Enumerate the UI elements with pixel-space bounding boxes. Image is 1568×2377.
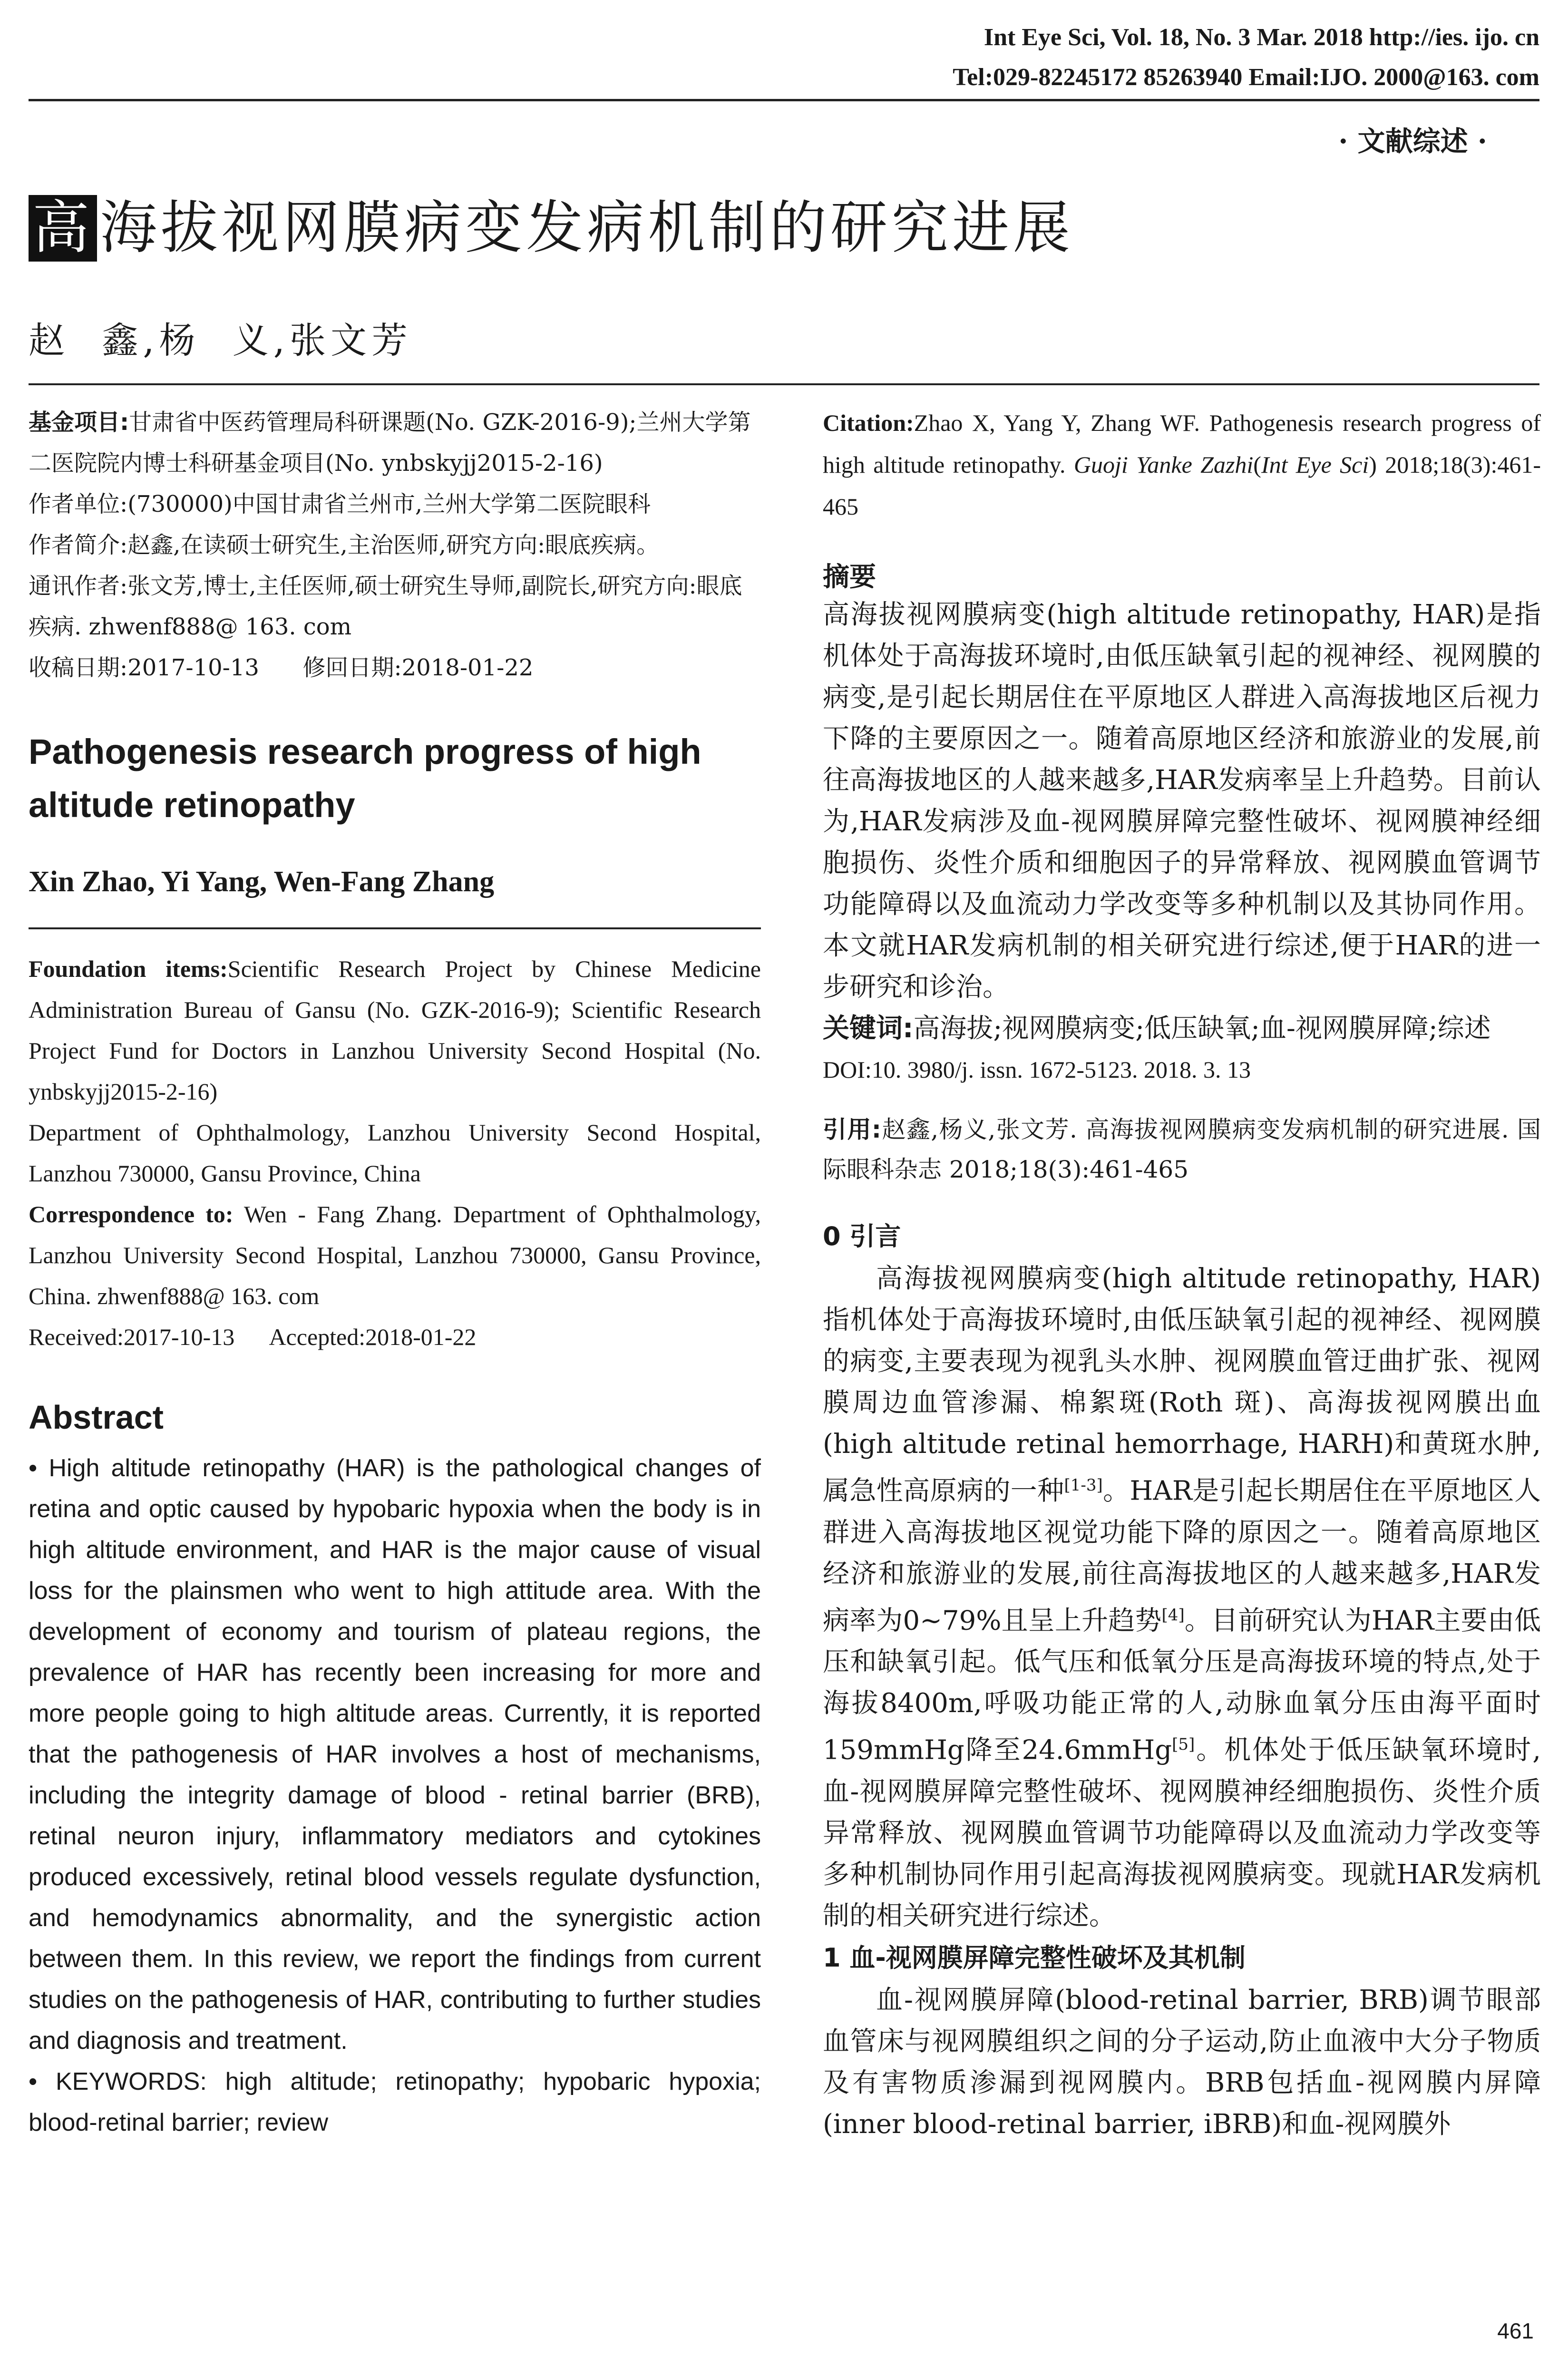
en-department: Department of Ophthalmology, Lanzhou University Second Hospital, Lanzhou 730000, Gansu Province, China [29,1119,761,1187]
cn-bio-label: 作者简介: [29,532,128,558]
left-column [29,402,761,2143]
intro-p1b: 。HAR是引起长期居住在平原地区人群进入高海拔地区视觉功能下降的原因之一。随着高原地区经济和旅游业的发展,前往高海拔地区的人越来越多,HAR发病率为0~79%且呈上升趋势 [823,1475,1541,1637]
title-rest: 海拔视网膜病变发病机制的研究进展 [100,195,1074,261]
intro-p1d: 。机体处于低压缺氧环境时,血-视网膜屏障完整性破坏、视网膜神经细胞损伤、炎性介质异常释放、视网膜血管调节功能障碍以及血流动力学改变等多种机制协同作用引起高海拔视网膜病变。现就HAR发病机制的相关研究进行综述。 [823,1734,1541,1931]
authors-rule [29,927,761,929]
en-metadata [29,948,761,1357]
cn-unit-text: (730000)中国甘肃省兰州市,兰州大学第二医院眼科 [127,491,651,517]
cn-unit-label: 作者单位: [29,491,128,517]
citation-journal: Guoji Yanke Zazhi [1073,451,1254,478]
abstract-english [29,1448,761,2143]
cn-foundation-label: 基金项目: [29,409,129,436]
cn-dates [29,647,761,688]
cn-metadata [29,402,761,688]
zh-keywords-label: 关键词: [823,1013,914,1044]
zh-cite [823,1110,1541,1189]
en-accepted: Accepted:2018-01-22 [269,1324,477,1350]
cn-unit [29,484,761,525]
english-title: Pathogenesis research progress of high altitude retinopathy [29,732,701,825]
ref-4: [4] [1161,1605,1185,1625]
en-received: Received:2017-10-13 [29,1324,235,1350]
abstract-heading: Abstract [29,1399,164,1436]
article-title [29,195,1074,262]
intro-p1c: 。目前研究认为HAR主要由低压和缺氧引起。低气压和低氧分压是高海拔环境的特点,处于海拔8400m,呼吸功能正常的人,动脉血氧分压由海平面时159mmHg降至24.6mmHg [823,1605,1541,1766]
en-foundation-label: Foundation items: [29,955,228,982]
en-corr-text: Wen - Fang Zhang. Department of Ophthalmology, Lanzhou University Second Hospital, Lanzhou 730000, Gansu Province, China. zhwenf888@ 163. com [29,1201,761,1309]
section1-heading: 1 血-视网膜屏障完整性破坏及其机制 [823,1942,1246,1973]
intro-paragraph [823,1258,1541,1937]
cn-received: 2017-10-13 [127,654,259,681]
citation-text-c: ) 2018;18(3):461-465 [823,451,1541,520]
cn-revised-label: 修回日期: [302,654,402,681]
journal-header-line2: Tel:029-82245172 85263940 Email:IJO. 2000@163. com [953,64,1539,91]
zh-cite-text: 赵鑫,杨义,张文芳. 高海拔视网膜病变发病机制的研究进展. 国际眼科杂志 2018;18(3):461-465 [823,1116,1541,1183]
zh-abstract [823,594,1541,1189]
cn-corr-label: 通讯作者: [29,573,128,599]
en-correspondence [29,1194,761,1316]
journal-header [953,19,1539,96]
zh-abstract-heading: 摘要 [823,562,876,593]
cn-correspondence [29,565,761,647]
zh-abstract-text: 高海拔视网膜病变(high altitude retinopathy, HAR)是指机体处于高海拔环境时,由低压缺氧引起的视神经、视网膜的病变,是引起长期居住在平原地区人群进入高海拔地区后视力下降的主要原因之一。随着高原地区经济和旅游业的发展,前往高海拔地区的人越来越多,HAR发病率呈上升趋势。目前认为,HAR发病涉及血-视网膜屏障完整性破坏、视网膜神经细胞损伤、炎性介质和细胞因子的异常释放、视网膜血管调节功能障碍以及血流动力学改变等多种机制以及其协同作用。本文就HAR发病机制的相关研究进行综述,便于HAR的进一步研究和诊治。 [823,599,1541,1003]
title-drop-char: 高 [29,195,97,262]
en-dates [29,1316,761,1357]
article-category: · 文献综述 · [1338,125,1487,157]
citation-text-a: Zhao X, Yang Y, Zhang WF. Pathogenesis research progress of high altitude retinopathy. [823,409,1541,478]
authors-cn: 赵 鑫,杨 义,张文芳 [29,319,412,361]
citation-journal-en: Int Eye Sci [1261,451,1369,478]
intro-body [823,1258,1541,1937]
cn-foundation [29,402,761,484]
cn-foundation-text: 甘肃省中医药管理局科研课题(No. GZK-2016-9);兰州大学第二医院院内博士科研基金项目(No. ynbskyjj2015-2-16) [29,409,751,477]
citation-text-b: ( [1253,451,1261,478]
ref-5: [5] [1172,1735,1195,1754]
right-column [823,402,1541,2145]
abstract-english-keywords: • KEYWORDS: high altitude; retinopathy; hypobaric hypoxia; blood-retinal barrier; review [29,2068,761,2136]
ref-1-3: [1-3] [1064,1476,1103,1495]
cn-revised: 2018-01-22 [401,654,534,681]
title-rule [29,383,1539,385]
abstract-english-text: • High altitude retinopathy (HAR) is the pathological changes of retina and optic caused by hypobaric hypoxia when the body is in high altitude environment, and HAR is the major cause of visual loss for the plainsmen who went to high attitude area. With the development of economy and tourism of plateau regions, the prevalence of HAR has recently been increasing for more and more people going to high altitude areas. Currently, it is reported that the pathogenesis of HAR involves a host of mechanisms, including the integrity damage of blood - retinal barrier (BRB), retinal neuron injury, inflammatory mediators and cytokines produced excessively, retinal blood vessels regulate dysfunction, and hemodynamics abnormality, and the synergistic action between them. In this review, we report the findings from current studies on the pathogenesis of HAR, contributing to further studies and diagnosis and treatment. [29,1454,761,2055]
citation-block [823,402,1541,527]
header-rule [29,99,1539,101]
journal-header-line1: Int Eye Sci, Vol. 18, No. 3 Mar. 2018 http://ies. ijo. cn [984,24,1539,51]
cn-corr-text: 张文芳,博士,主任医师,硕士研究生导师,副院长,研究方向:眼底疾病. zhwenf888@ 163. com [29,573,742,640]
intro-heading: 0 引言 [823,1221,901,1251]
en-corr-label: Correspondence to: [29,1201,234,1227]
en-foundation [29,948,761,1112]
zh-keywords [823,1008,1541,1049]
cn-bio [29,525,761,565]
cn-received-label: 收稿日期: [29,654,128,681]
english-authors: Xin Zhao, Yi Yang, Wen-Fang Zhang [29,866,495,898]
en-foundation-text: Scientific Research Project by Chinese Medicine Administration Bureau of Gansu (No. GZK-2016-9); Scientific Research Project Fund for Doctors in Lanzhou University Second Hospital (No. ynbskyjj2015-2-16) [29,955,761,1105]
zh-cite-label: 引用: [823,1116,881,1143]
section1-body [823,1979,1541,2145]
doi: DOI:10. 3980/j. issn. 1672-5123. 2018. 3. 13 [823,1056,1251,1083]
cn-bio-text: 赵鑫,在读硕士研究生,主治医师,研究方向:眼底疾病。 [127,532,660,558]
section1-paragraph: 血-视网膜屏障(blood-retinal barrier, BRB)调节眼部血管床与视网膜组织之间的分子运动,防止血液中大分子物质及有害物质渗漏到视网膜内。BRB包括血-视网膜内屏障(inner blood-retinal barrier, iBRB)和血-视网膜外 [823,1984,1541,2140]
zh-keywords-text: 高海拔;视网膜病变;低压缺氧;血-视网膜屏障;综述 [913,1013,1491,1044]
intro-p1a: 高海拔视网膜病变(high altitude retinopathy, HAR)指机体处于高海拔环境时,由低压缺氧引起的视神经、视网膜的病变,主要表现为视乳头水肿、视网膜血管迂曲扩张、视网膜周边血管渗漏、棉絮斑(Roth 斑)、高海拔视网膜出血(high altitude retinal hemorrhage, HARH)和黄斑水肿,属急性高原病的一种 [823,1263,1541,1507]
citation-label: Citation: [823,409,914,436]
page-number: 461 [1497,2319,1534,2343]
